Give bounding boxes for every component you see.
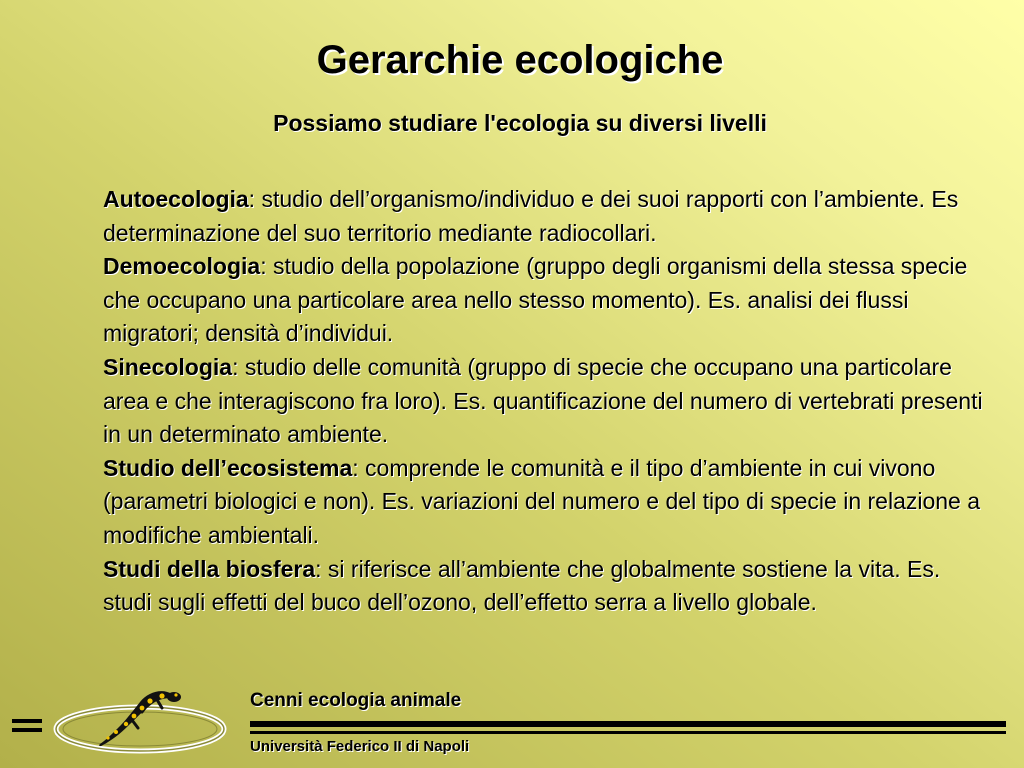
paragraph-ecosistema — [103, 452, 983, 553]
paragraph-autoecologia — [103, 183, 983, 250]
term-autoecologia: Autoecologia — [103, 186, 249, 212]
footer-dash-top — [12, 719, 42, 723]
text-ecosistema: : comprende le comunità e il tipo d’ambiente in cui vivono (parametri biologici e non). Es. variazioni del numero e del tipo di specie in relazione a modifiche ambientali. — [103, 454, 981, 548]
salamander-ring-logo-icon — [52, 686, 232, 766]
text-sinecologia: : studio delle comunità (gruppo di specie che occupano una particolare area e che interagiscono fra loro). Es. quantificazione del numero di vertebrati presenti in un determinato ambiente. — [103, 353, 983, 448]
slide-title: Gerarchie ecologiche — [316, 38, 724, 82]
footer-university: Università Federico II di Napoli — [250, 738, 470, 755]
slide-subtitle: Possiamo studiare l'ecologia su diversi livelli — [273, 110, 767, 136]
footer-dash-bottom — [12, 728, 42, 732]
term-ecosistema: Studio dell’ecosistema — [103, 454, 353, 481]
term-biosfera: Studi della biosfera — [103, 555, 316, 582]
slide-body — [103, 183, 983, 620]
text-demoecologia: : studio della popolazione (gruppo degli organismi della stessa specie che occupano una particolare area nello stesso momento). Es. analisi dei flussi migratori; densità d’individui. — [103, 253, 968, 347]
term-sinecologia: Sinecologia — [103, 353, 233, 380]
footer-rule-thick — [250, 721, 1006, 727]
paragraph-sinecologia — [103, 351, 983, 452]
text-biosfera: : si riferisce all’ambiente che globalmente sostiene la vita. Es. studi sugli effetti del buco dell’ozono, dell’effetto serra a livello globale. — [103, 555, 941, 616]
text-autoecologia: : studio dell’organismo/individuo e dei suoi rapporti con l’ambiente. Es determinazione del suo territorio mediante radiocollari. — [103, 186, 959, 246]
footer-rule-thin — [250, 731, 1006, 734]
term-demoecologia: Demoecologia — [103, 253, 261, 280]
paragraph-biosfera — [103, 553, 983, 620]
paragraph-demoecologia — [103, 250, 983, 351]
footer-course-title: Cenni ecologia animale — [250, 690, 462, 711]
